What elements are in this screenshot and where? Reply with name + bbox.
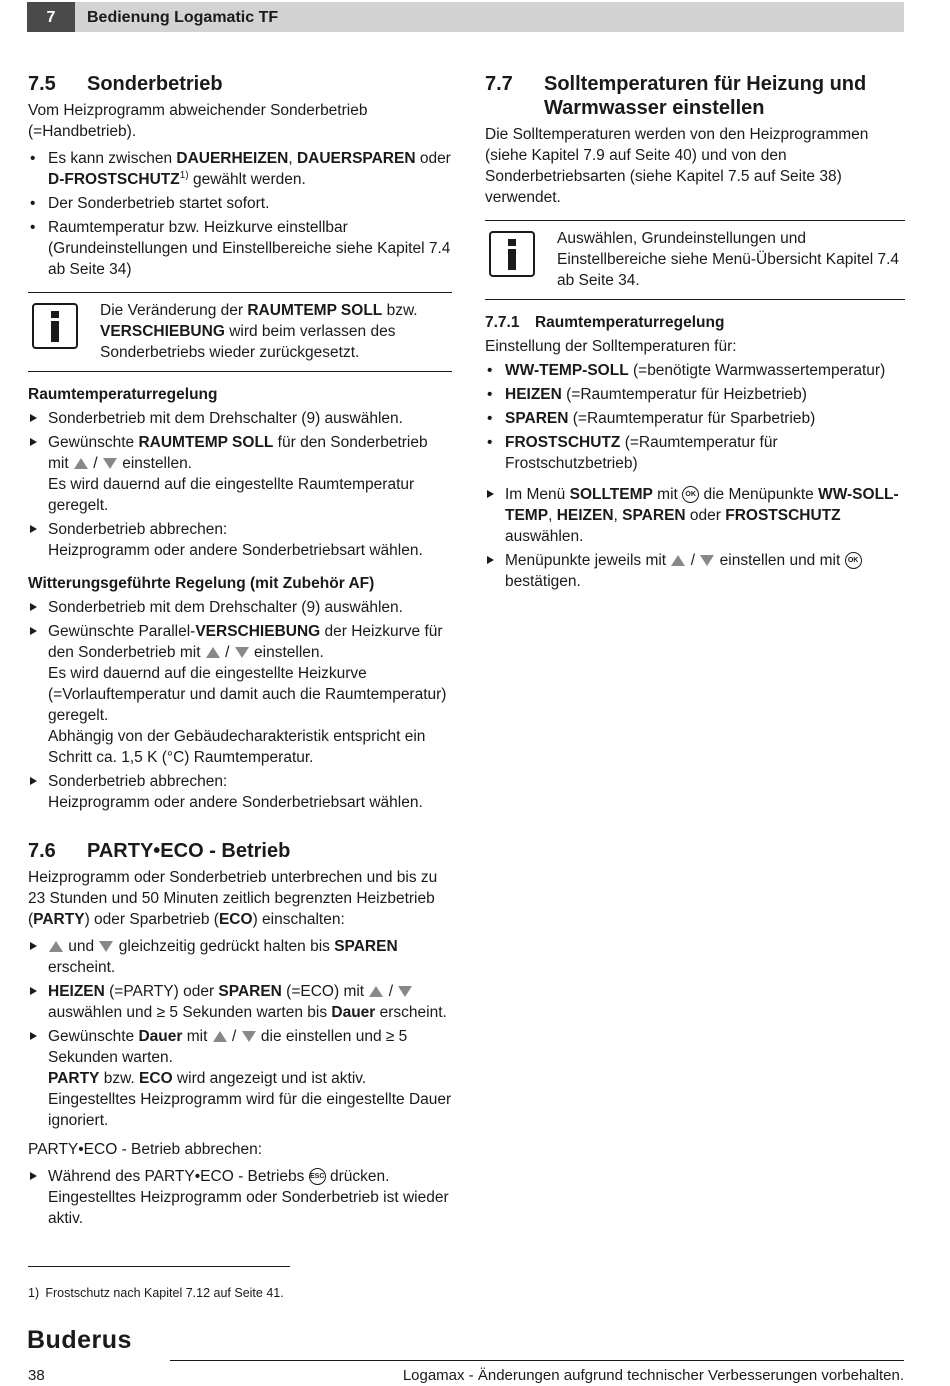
down-arrow-icon (398, 986, 412, 997)
page-number: 38 (28, 1367, 45, 1384)
step-list (28, 597, 452, 813)
step-item: Sonderbetrieb mit dem Drehschalter (9) auswählen. (28, 597, 452, 618)
step-item: Menüpunkte jeweils mit / einstellen und mit OK bestätigen. (485, 550, 905, 592)
step-item: Während des PARTY•ECO - Betriebs ESC drücken. Eingestelltes Heizprogramm oder Sonderbetrieb ist wieder aktiv. (28, 1166, 452, 1229)
up-arrow-icon (206, 647, 220, 658)
list-item: • WW-TEMP-SOLL (=benötigte Warmwassertemperatur) (485, 360, 905, 381)
down-arrow-icon (700, 555, 714, 566)
up-arrow-icon (369, 986, 383, 997)
subheading-witterung: Witterungsgeführte Regelung (mit Zubehör AF) (28, 575, 375, 592)
bullet-list (485, 360, 905, 474)
info-box (485, 220, 905, 300)
header-title: Bedienung Logamatic TF (87, 8, 279, 26)
list-item: • Der Sonderbetrieb startet sofort. (28, 193, 452, 214)
section-7-7 (485, 72, 905, 592)
down-arrow-icon (235, 647, 249, 658)
step-item: Gewünschte Parallel-VERSCHIEBUNG der Heizkurve für den Sonderbetrieb mit / einstellen. Es wird dauernd auf die eingestellte Heizkurve (=Vorlauftemperatur und damit auch die Raumtemperatur) geregelt. Abhängig von der Gebäudecharakteristik entspricht ein Schritt ca. 1,5 K (°C) Raumtemperatur. (28, 621, 452, 768)
up-arrow-icon (74, 458, 88, 469)
step-item: Sonderbetrieb abbrechen: Heizprogramm oder andere Sonderbetriebsart wählen. (28, 771, 452, 813)
step-list (28, 408, 452, 561)
chapter-number: 7 (27, 2, 75, 32)
down-arrow-icon (103, 458, 117, 469)
step-item: HEIZEN (=PARTY) oder SPAREN (=ECO) mit / auswählen und ≥ 5 Sekunden warten bis Dauer erscheint. (28, 981, 452, 1023)
down-arrow-icon (242, 1031, 256, 1042)
section-7-6 (28, 839, 452, 1229)
list-item: • SPAREN (=Raumtemperatur für Sparbetrieb) (485, 408, 905, 429)
step-item: Sonderbetrieb mit dem Drehschalter (9) auswählen. (28, 408, 452, 429)
step-item: und gleichzeitig gedrückt halten bis SPAREN erscheint. (28, 936, 452, 978)
info-box (28, 292, 452, 372)
list-item: • FROSTSCHUTZ (=Raumtemperatur für Frostschutzbetrieb) (485, 432, 905, 474)
info-icon (489, 231, 535, 277)
up-arrow-icon (213, 1031, 227, 1042)
page-header (27, 2, 904, 32)
list-item: • Es kann zwischen DAUERHEIZEN, DAUERSPAREN oder D-FROSTSCHUTZ$^{1)}$ gewählt werden. (28, 148, 452, 190)
step-list (485, 484, 905, 592)
section-heading: 7.7 Solltemperaturen für Heizung und Warmwasser einstellen (485, 73, 867, 119)
left-column (28, 72, 452, 1235)
footer-text: Logamax - Änderungen aufgrund technischer Verbesserungen vorbehalten. (402, 1367, 904, 1384)
section-7-5 (28, 72, 452, 813)
up-arrow-icon (671, 555, 685, 566)
section-heading: 7.5 Sonderbetrieb (28, 73, 223, 95)
step-list (28, 936, 452, 1131)
info-icon (32, 303, 78, 349)
footnote-divider (28, 1266, 290, 1267)
esc-button-icon: ESC (309, 1168, 326, 1185)
intro-text: Heizprogramm oder Sonderbetrieb unterbrechen und bis zu 23 Stunden und 50 Minuten zeitlich begrenzten Heizbetrieb (PARTY) oder Sparbetrieb (ECO) einschalten: (28, 869, 438, 928)
buderus-logo: Buderus (27, 1326, 132, 1354)
step-item: Gewünschte Dauer mit / die einstellen und ≥ 5 Sekunden warten. PARTY bzw. ECO wird angezeigt und ist aktiv. Eingestelltes Heizprogramm wird für die eingestellte Dauer ignoriert. (28, 1026, 452, 1131)
footnote: 1) Frostschutz nach Kapitel 7.12 auf Seite 41. (28, 1286, 284, 1300)
subheading-7-7-1: 7.7.1 Raumtemperaturregelung (485, 314, 725, 331)
list-item: • HEIZEN (=Raumtemperatur für Heizbetrieb) (485, 384, 905, 405)
intro-text: Die Solltemperaturen werden von den Heizprogrammen (siehe Kapitel 7.9 auf Seite 40) und von den Sonderbetriebsarten (siehe Kapitel 7.5 auf Seite 38) verwendet. (485, 126, 869, 206)
down-arrow-icon (99, 941, 113, 952)
info-text: Die Veränderung der RAUMTEMP SOLL bzw. VERSCHIEBUNG wird beim verlassen des Sonderbetriebs wieder zurückgesetzt. (100, 302, 418, 361)
step-list (28, 1166, 452, 1229)
list-item: • Raumtemperatur bzw. Heizkurve einstellbar (Grundeinstellungen und Einstellbereiche siehe Kapitel 7.4 ab Seite 34) (28, 217, 452, 280)
step-item: Im Menü SOLLTEMP mit OK die Menüpunkte WW-SOLL-TEMP, HEIZEN, SPAREN oder FROSTSCHUTZ auswählen. (485, 484, 905, 547)
lead-text: Einstellung der Solltemperaturen für: (485, 338, 737, 355)
intro-text: Vom Heizprogramm abweichender Sonderbetrieb (=Handbetrieb). (28, 102, 368, 140)
step-item: Sonderbetrieb abbrechen: Heizprogramm oder andere Sonderbetriebsart wählen. (28, 519, 452, 561)
footer-divider (170, 1360, 904, 1361)
ok-button-icon: OK (682, 486, 699, 503)
right-column (485, 72, 905, 598)
subheading-raumtemperaturregelung: Raumtemperaturregelung (28, 386, 218, 403)
bullet-list (28, 148, 452, 280)
section-heading: 7.6 PARTY•ECO - Betrieb (28, 840, 291, 862)
abort-label: PARTY•ECO - Betrieb abbrechen: (28, 1141, 263, 1158)
step-item: Gewünschte RAUMTEMP SOLL für den Sonderbetrieb mit / einstellen. Es wird dauernd auf die eingestellte Raumtemperatur geregelt. (28, 432, 452, 516)
info-text: Auswählen, Grundeinstellungen und Einstellbereiche siehe Menü-Übersicht Kapitel 7.4 ab Seite 34. (557, 230, 900, 289)
ok-button-icon: OK (845, 552, 862, 569)
up-arrow-icon (49, 941, 63, 952)
